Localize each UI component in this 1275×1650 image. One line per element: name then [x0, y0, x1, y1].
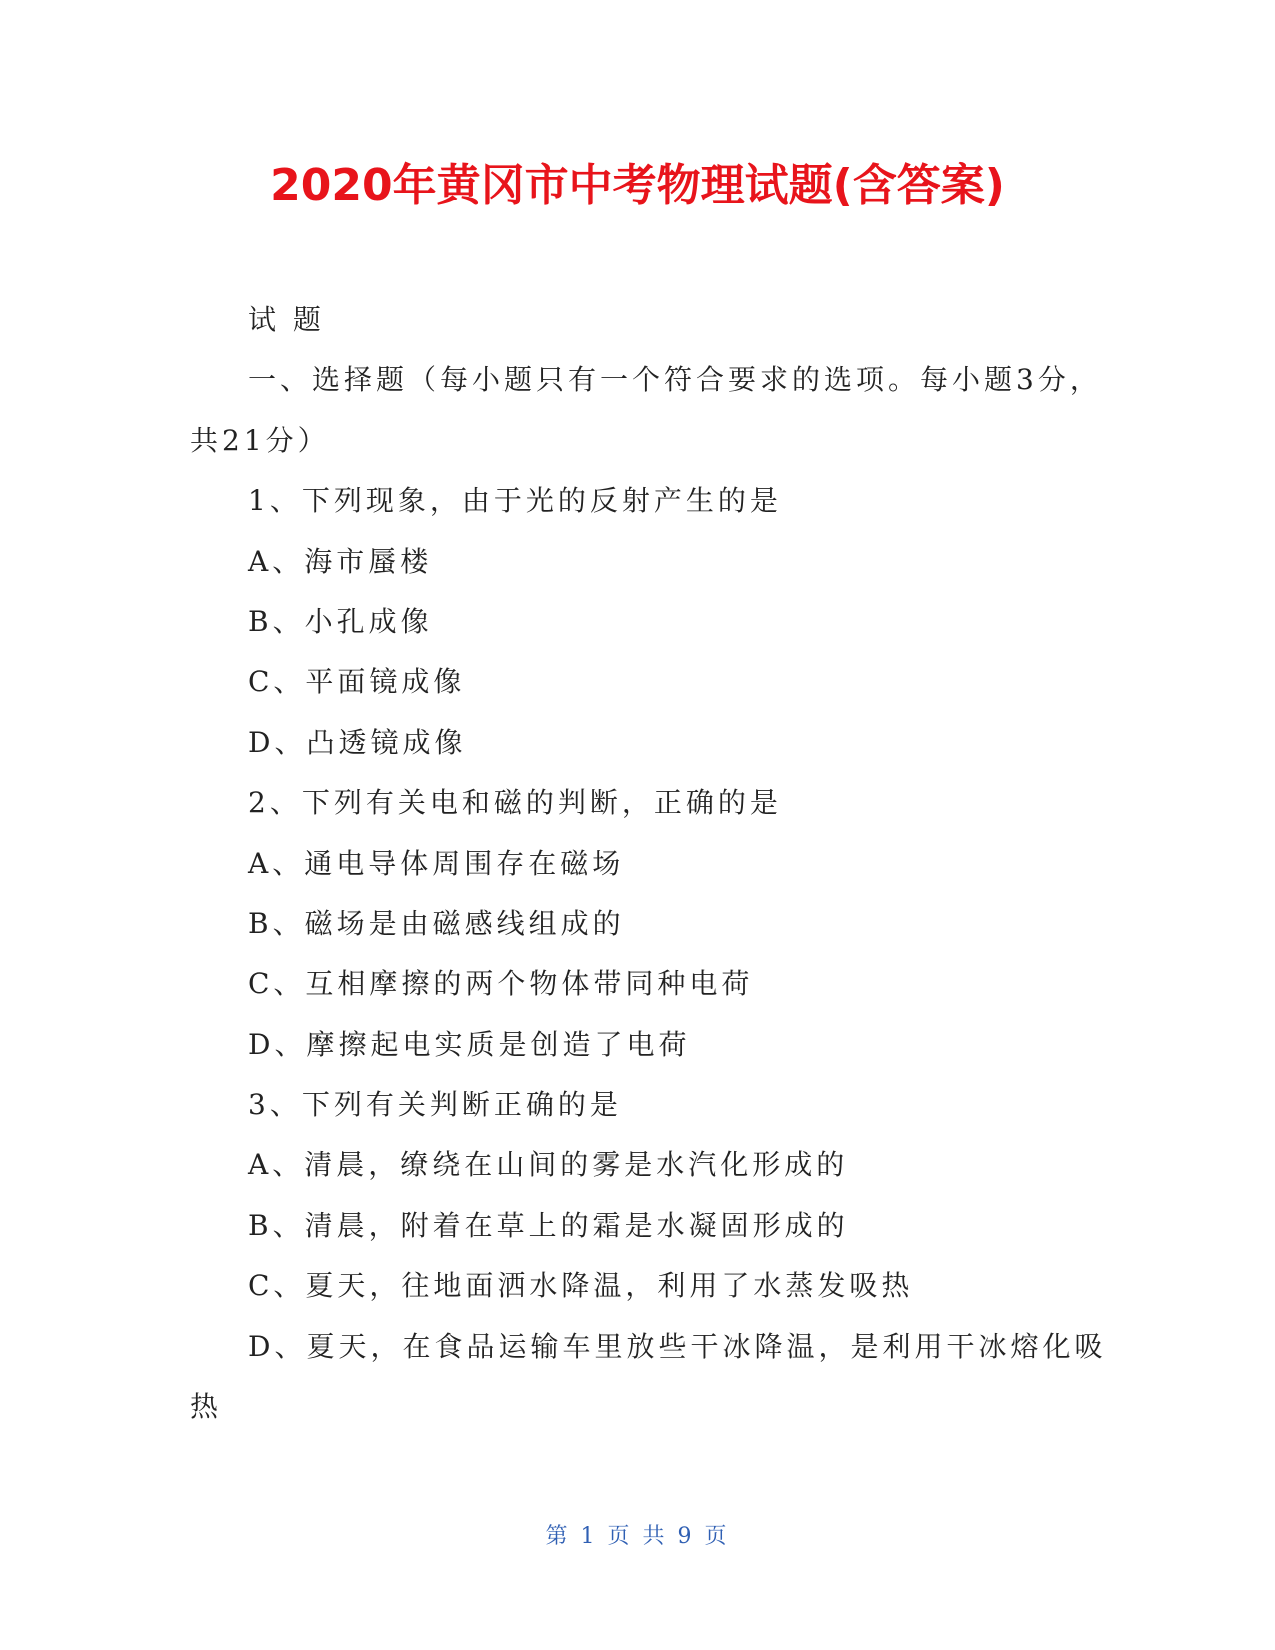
document-title: 2020年黄冈市中考物理试题(含答案): [270, 160, 1005, 211]
question-1-option-b: B、小孔成像: [248, 604, 433, 638]
question-1-option-c: C、平面镜成像: [248, 665, 466, 699]
question-1: 1、下列现象，由于光的反射产生的是: [248, 484, 782, 518]
section-instructions-continued: 共21分）: [190, 423, 330, 457]
question-2: 2、下列有关电和磁的判断，正确的是: [248, 786, 782, 820]
question-2-option-d: D、摩擦起电实质是创造了电荷: [248, 1027, 691, 1061]
question-3-option-c: C、夏天，往地面洒水降温，利用了水蒸发吸热: [248, 1269, 914, 1303]
section-heading: 试 题: [248, 303, 325, 336]
question-2-option-a: A、通电导体周围存在磁场: [248, 846, 625, 880]
document-body: [190, 290, 1107, 1437]
question-1-option-a: A、海市蜃楼: [248, 544, 433, 578]
question-3-option-b: B、清晨，附着在草上的霜是水凝固形成的: [248, 1208, 849, 1242]
section-instructions: 一、选择题（每小题只有一个符合要求的选项。每小题3分，: [248, 363, 1102, 397]
page-number-footer: 第 1 页 共 9 页: [545, 1524, 730, 1549]
question-3-option-d: D、夏天，在食品运输车里放些干冰降温，是利用干冰熔化吸: [248, 1329, 1107, 1363]
question-3-option-a: A、清晨，缭绕在山间的雾是水汽化形成的: [248, 1148, 849, 1182]
question-3-option-d-continued: 热: [190, 1390, 223, 1424]
question-3: 3、下列有关判断正确的是: [248, 1088, 622, 1122]
question-1-option-d: D、凸透镜成像: [248, 725, 467, 759]
question-2-option-c: C、互相摩擦的两个物体带同种电荷: [248, 967, 754, 1001]
question-2-option-b: B、磁场是由磁感线组成的: [248, 906, 625, 940]
